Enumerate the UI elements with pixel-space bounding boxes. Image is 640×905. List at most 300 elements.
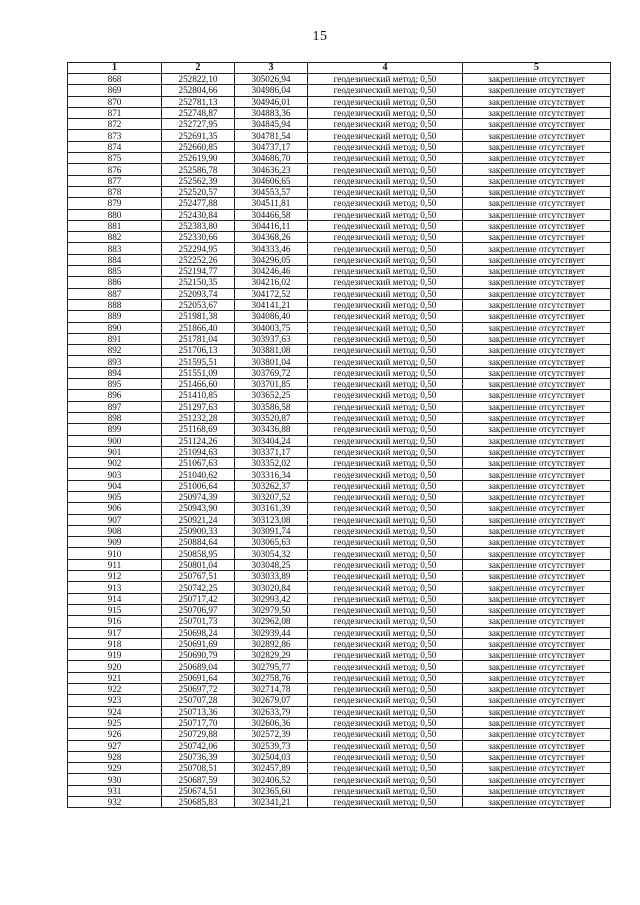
point-number: 929 <box>68 763 162 774</box>
point-number: 914 <box>68 593 162 604</box>
method-accuracy: геодезический метод; 0,50 <box>308 480 463 491</box>
method-accuracy: геодезический метод; 0,50 <box>308 435 463 446</box>
y-coordinate: 304216,02 <box>235 277 308 288</box>
table-header-row <box>68 63 611 74</box>
x-coordinate: 252822,10 <box>162 74 235 85</box>
method-accuracy: геодезический метод; 0,50 <box>308 345 463 356</box>
y-coordinate: 304003,75 <box>235 322 308 333</box>
point-number: 901 <box>68 446 162 457</box>
y-coordinate: 303769,72 <box>235 367 308 378</box>
table-row <box>68 537 611 548</box>
x-coordinate: 250742,25 <box>162 582 235 593</box>
y-coordinate: 303048,25 <box>235 559 308 570</box>
x-coordinate: 251866,40 <box>162 322 235 333</box>
method-accuracy: геодезический метод; 0,50 <box>308 243 463 254</box>
y-coordinate: 304781,54 <box>235 130 308 141</box>
x-coordinate: 250691,64 <box>162 672 235 683</box>
point-number: 875 <box>68 153 162 164</box>
point-number: 878 <box>68 186 162 197</box>
x-coordinate: 250729,88 <box>162 729 235 740</box>
point-number: 921 <box>68 672 162 683</box>
x-coordinate: 250687,59 <box>162 774 235 785</box>
table-row <box>68 119 611 130</box>
method-accuracy: геодезический метод; 0,50 <box>308 797 463 808</box>
point-number: 931 <box>68 785 162 796</box>
y-coordinate: 303701,85 <box>235 379 308 390</box>
x-coordinate: 250708,51 <box>162 763 235 774</box>
method-accuracy: геодезический метод; 0,50 <box>308 85 463 96</box>
table-row <box>68 141 611 152</box>
table-row <box>68 763 611 774</box>
x-coordinate: 250974,39 <box>162 491 235 502</box>
method-accuracy: геодезический метод; 0,50 <box>308 119 463 130</box>
y-coordinate: 304333,46 <box>235 243 308 254</box>
point-number: 883 <box>68 243 162 254</box>
point-number: 888 <box>68 299 162 310</box>
x-coordinate: 252727,95 <box>162 119 235 130</box>
table-row <box>68 390 611 401</box>
x-coordinate: 252562,39 <box>162 175 235 186</box>
point-number: 868 <box>68 74 162 85</box>
point-number: 905 <box>68 491 162 502</box>
x-coordinate: 251706,13 <box>162 345 235 356</box>
x-coordinate: 250717,70 <box>162 717 235 728</box>
point-number: 885 <box>68 266 162 277</box>
x-coordinate: 252477,88 <box>162 198 235 209</box>
fixation-description: закрепление отсутствует <box>463 672 611 683</box>
method-accuracy: геодезический метод; 0,50 <box>308 763 463 774</box>
y-coordinate: 304368,26 <box>235 232 308 243</box>
fixation-description: закрепление отсутствует <box>463 220 611 231</box>
method-accuracy: геодезический метод; 0,50 <box>308 729 463 740</box>
x-coordinate: 251551,09 <box>162 367 235 378</box>
fixation-description: закрепление отсутствует <box>463 367 611 378</box>
fixation-description: закрепление отсутствует <box>463 740 611 751</box>
x-coordinate: 250858,95 <box>162 548 235 559</box>
point-number: 927 <box>68 740 162 751</box>
method-accuracy: геодезический метод; 0,50 <box>308 785 463 796</box>
method-accuracy: геодезический метод; 0,50 <box>308 74 463 85</box>
point-number: 912 <box>68 571 162 582</box>
y-coordinate: 303020,84 <box>235 582 308 593</box>
y-coordinate: 302341,21 <box>235 797 308 808</box>
y-coordinate: 303937,63 <box>235 333 308 344</box>
fixation-description: закрепление отсутствует <box>463 435 611 446</box>
point-number: 869 <box>68 85 162 96</box>
method-accuracy: геодезический метод; 0,50 <box>308 571 463 582</box>
method-accuracy: геодезический метод; 0,50 <box>308 751 463 762</box>
x-coordinate: 250698,24 <box>162 627 235 638</box>
table-row <box>68 695 611 706</box>
y-coordinate: 302406,52 <box>235 774 308 785</box>
table-row <box>68 107 611 118</box>
y-coordinate: 304737,17 <box>235 141 308 152</box>
point-number: 917 <box>68 627 162 638</box>
y-coordinate: 304416,11 <box>235 220 308 231</box>
x-coordinate: 252619,90 <box>162 153 235 164</box>
point-number: 892 <box>68 345 162 356</box>
fixation-description: закрепление отсутствует <box>463 559 611 570</box>
point-number: 926 <box>68 729 162 740</box>
coordinates-table <box>67 62 611 808</box>
x-coordinate: 252330,66 <box>162 232 235 243</box>
y-coordinate: 302633,79 <box>235 706 308 717</box>
y-coordinate: 304086,40 <box>235 311 308 322</box>
column-header-5: 5 <box>463 63 611 74</box>
x-coordinate: 251781,04 <box>162 333 235 344</box>
x-coordinate: 251466,60 <box>162 379 235 390</box>
table-row <box>68 232 611 243</box>
y-coordinate: 303054,32 <box>235 548 308 559</box>
fixation-description: закрепление отсутствует <box>463 661 611 672</box>
table-row <box>68 559 611 570</box>
y-coordinate: 303065,63 <box>235 537 308 548</box>
x-coordinate: 252748,87 <box>162 107 235 118</box>
fixation-description: закрепление отсутствует <box>463 763 611 774</box>
table-row <box>68 638 611 649</box>
x-coordinate: 250706,97 <box>162 604 235 615</box>
table-row <box>68 469 611 480</box>
y-coordinate: 302939,44 <box>235 627 308 638</box>
table-row <box>68 582 611 593</box>
table-row <box>68 774 611 785</box>
method-accuracy: геодезический метод; 0,50 <box>308 740 463 751</box>
point-number: 913 <box>68 582 162 593</box>
fixation-description: закрепление отсутствует <box>463 141 611 152</box>
point-number: 920 <box>68 661 162 672</box>
y-coordinate: 303801,04 <box>235 356 308 367</box>
method-accuracy: геодезический метод; 0,50 <box>308 616 463 627</box>
point-number: 925 <box>68 717 162 728</box>
fixation-description: закрепление отсутствует <box>463 277 611 288</box>
point-number: 874 <box>68 141 162 152</box>
method-accuracy: геодезический метод; 0,50 <box>308 153 463 164</box>
method-accuracy: геодезический метод; 0,50 <box>308 774 463 785</box>
fixation-description: закрепление отсутствует <box>463 356 611 367</box>
point-number: 909 <box>68 537 162 548</box>
point-number: 882 <box>68 232 162 243</box>
fixation-description: закрепление отсутствует <box>463 616 611 627</box>
fixation-description: закрепление отсутствует <box>463 401 611 412</box>
y-coordinate: 302993,42 <box>235 593 308 604</box>
point-number: 928 <box>68 751 162 762</box>
table-row <box>68 672 611 683</box>
x-coordinate: 251232,28 <box>162 412 235 423</box>
method-accuracy: геодезический метод; 0,50 <box>308 107 463 118</box>
point-number: 890 <box>68 322 162 333</box>
y-coordinate: 303316,34 <box>235 469 308 480</box>
table-row <box>68 717 611 728</box>
point-number: 889 <box>68 311 162 322</box>
point-number: 919 <box>68 650 162 661</box>
method-accuracy: геодезический метод; 0,50 <box>308 401 463 412</box>
x-coordinate: 250691,69 <box>162 638 235 649</box>
method-accuracy: геодезический метод; 0,50 <box>308 582 463 593</box>
x-coordinate: 252660,85 <box>162 141 235 152</box>
fixation-description: закрепление отсутствует <box>463 638 611 649</box>
point-number: 895 <box>68 379 162 390</box>
table-row <box>68 198 611 209</box>
table-row <box>68 254 611 265</box>
fixation-description: закрепление отсутствует <box>463 209 611 220</box>
x-coordinate: 250717,42 <box>162 593 235 604</box>
y-coordinate: 302829,29 <box>235 650 308 661</box>
fixation-description: закрепление отсутствует <box>463 299 611 310</box>
method-accuracy: геодезический метод; 0,50 <box>308 548 463 559</box>
x-coordinate: 251981,38 <box>162 311 235 322</box>
y-coordinate: 303352,02 <box>235 458 308 469</box>
point-number: 907 <box>68 514 162 525</box>
table-row <box>68 435 611 446</box>
x-coordinate: 250685,83 <box>162 797 235 808</box>
fixation-description: закрепление отсутствует <box>463 593 611 604</box>
table-row <box>68 367 611 378</box>
table-row <box>68 491 611 502</box>
fixation-description: закрепление отсутствует <box>463 198 611 209</box>
y-coordinate: 303520,87 <box>235 412 308 423</box>
fixation-description: закрепление отсутствует <box>463 571 611 582</box>
fixation-description: закрепление отсутствует <box>463 480 611 491</box>
fixation-description: закрепление отсутствует <box>463 85 611 96</box>
fixation-description: закрепление отсутствует <box>463 119 611 130</box>
x-coordinate: 250742,06 <box>162 740 235 751</box>
table-row <box>68 525 611 536</box>
y-coordinate: 302979,50 <box>235 604 308 615</box>
fixation-description: закрепление отсутствует <box>463 153 611 164</box>
table-row <box>68 209 611 220</box>
x-coordinate: 252252,26 <box>162 254 235 265</box>
point-number: 916 <box>68 616 162 627</box>
x-coordinate: 251006,64 <box>162 480 235 491</box>
x-coordinate: 251595,51 <box>162 356 235 367</box>
table-row <box>68 401 611 412</box>
point-number: 896 <box>68 390 162 401</box>
point-number: 932 <box>68 797 162 808</box>
fixation-description: закрепление отсутствует <box>463 469 611 480</box>
point-number: 903 <box>68 469 162 480</box>
fixation-description: закрепление отсутствует <box>463 604 611 615</box>
y-coordinate: 303436,88 <box>235 424 308 435</box>
table-row <box>68 480 611 491</box>
table-row <box>68 797 611 808</box>
y-coordinate: 304511,81 <box>235 198 308 209</box>
y-coordinate: 303161,39 <box>235 503 308 514</box>
y-coordinate: 304845,94 <box>235 119 308 130</box>
table-row <box>68 729 611 740</box>
y-coordinate: 302758,76 <box>235 672 308 683</box>
table-row <box>68 175 611 186</box>
method-accuracy: геодезический метод; 0,50 <box>308 333 463 344</box>
x-coordinate: 251067,63 <box>162 458 235 469</box>
point-number: 911 <box>68 559 162 570</box>
fixation-description: закрепление отсутствует <box>463 186 611 197</box>
point-number: 876 <box>68 164 162 175</box>
method-accuracy: геодезический метод; 0,50 <box>308 446 463 457</box>
table-row <box>68 706 611 717</box>
y-coordinate: 303123,08 <box>235 514 308 525</box>
fixation-description: закрепление отсутствует <box>463 232 611 243</box>
method-accuracy: геодезический метод; 0,50 <box>308 503 463 514</box>
table-row <box>68 751 611 762</box>
y-coordinate: 303881,08 <box>235 345 308 356</box>
fixation-description: закрепление отсутствует <box>463 254 611 265</box>
x-coordinate: 250697,72 <box>162 684 235 695</box>
column-header-3: 3 <box>235 63 308 74</box>
y-coordinate: 302457,89 <box>235 763 308 774</box>
x-coordinate: 252383,80 <box>162 220 235 231</box>
method-accuracy: геодезический метод; 0,50 <box>308 220 463 231</box>
point-number: 893 <box>68 356 162 367</box>
fixation-description: закрепление отсутствует <box>463 311 611 322</box>
fixation-description: закрепление отсутствует <box>463 491 611 502</box>
point-number: 873 <box>68 130 162 141</box>
method-accuracy: геодезический метод; 0,50 <box>308 491 463 502</box>
fixation-description: закрепление отсутствует <box>463 729 611 740</box>
fixation-description: закрепление отсутствует <box>463 446 611 457</box>
point-number: 908 <box>68 525 162 536</box>
method-accuracy: геодезический метод; 0,50 <box>308 96 463 107</box>
point-number: 910 <box>68 548 162 559</box>
table-row <box>68 424 611 435</box>
point-number: 894 <box>68 367 162 378</box>
x-coordinate: 250713,36 <box>162 706 235 717</box>
fixation-description: закрепление отсутствует <box>463 130 611 141</box>
fixation-description: закрепление отсутствует <box>463 243 611 254</box>
x-coordinate: 252691,35 <box>162 130 235 141</box>
method-accuracy: геодезический метод; 0,50 <box>308 458 463 469</box>
method-accuracy: геодезический метод; 0,50 <box>308 164 463 175</box>
x-coordinate: 251124,26 <box>162 435 235 446</box>
fixation-description: закрепление отсутствует <box>463 774 611 785</box>
y-coordinate: 304986,04 <box>235 85 308 96</box>
method-accuracy: геодезический метод; 0,50 <box>308 650 463 661</box>
table-row <box>68 650 611 661</box>
table-row <box>68 288 611 299</box>
y-coordinate: 305026,94 <box>235 74 308 85</box>
table-row <box>68 412 611 423</box>
method-accuracy: геодезический метод; 0,50 <box>308 559 463 570</box>
point-number: 887 <box>68 288 162 299</box>
x-coordinate: 252093,74 <box>162 288 235 299</box>
x-coordinate: 250701,73 <box>162 616 235 627</box>
point-number: 877 <box>68 175 162 186</box>
method-accuracy: геодезический метод; 0,50 <box>308 695 463 706</box>
table-row <box>68 684 611 695</box>
method-accuracy: геодезический метод; 0,50 <box>308 514 463 525</box>
method-accuracy: геодезический метод; 0,50 <box>308 277 463 288</box>
table-row <box>68 661 611 672</box>
method-accuracy: геодезический метод; 0,50 <box>308 604 463 615</box>
x-coordinate: 250801,04 <box>162 559 235 570</box>
y-coordinate: 304883,36 <box>235 107 308 118</box>
y-coordinate: 303207,52 <box>235 491 308 502</box>
x-coordinate: 251410,85 <box>162 390 235 401</box>
column-header-1: 1 <box>68 63 162 74</box>
fixation-description: закрепление отсутствует <box>463 514 611 525</box>
method-accuracy: геодезический метод; 0,50 <box>308 209 463 220</box>
table-row <box>68 458 611 469</box>
table-row <box>68 571 611 582</box>
x-coordinate: 252430,84 <box>162 209 235 220</box>
method-accuracy: геодезический метод; 0,50 <box>308 412 463 423</box>
fixation-description: закрепление отсутствует <box>463 333 611 344</box>
table-row <box>68 186 611 197</box>
y-coordinate: 302679,07 <box>235 695 308 706</box>
y-coordinate: 302962,08 <box>235 616 308 627</box>
method-accuracy: геодезический метод; 0,50 <box>308 469 463 480</box>
y-coordinate: 303091,74 <box>235 525 308 536</box>
y-coordinate: 304246,46 <box>235 266 308 277</box>
y-coordinate: 302504,03 <box>235 751 308 762</box>
x-coordinate: 252053,67 <box>162 299 235 310</box>
method-accuracy: геодезический метод; 0,50 <box>308 356 463 367</box>
table-row <box>68 446 611 457</box>
y-coordinate: 304636,23 <box>235 164 308 175</box>
fixation-description: закрепление отсутствует <box>463 96 611 107</box>
table-row <box>68 311 611 322</box>
table-row <box>68 548 611 559</box>
table-row <box>68 514 611 525</box>
fixation-description: закрепление отсутствует <box>463 650 611 661</box>
fixation-description: закрепление отсутствует <box>463 74 611 85</box>
fixation-description: закрепление отсутствует <box>463 390 611 401</box>
method-accuracy: геодезический метод; 0,50 <box>308 390 463 401</box>
y-coordinate: 304466,58 <box>235 209 308 220</box>
method-accuracy: геодезический метод; 0,50 <box>308 141 463 152</box>
method-accuracy: геодезический метод; 0,50 <box>308 232 463 243</box>
fixation-description: закрепление отсутствует <box>463 695 611 706</box>
y-coordinate: 302539,73 <box>235 740 308 751</box>
x-coordinate: 250689,04 <box>162 661 235 672</box>
table-row <box>68 85 611 96</box>
x-coordinate: 251168,69 <box>162 424 235 435</box>
point-number: 881 <box>68 220 162 231</box>
table-row <box>68 604 611 615</box>
method-accuracy: геодезический метод; 0,50 <box>308 537 463 548</box>
method-accuracy: геодезический метод; 0,50 <box>308 672 463 683</box>
method-accuracy: геодезический метод; 0,50 <box>308 288 463 299</box>
table-row <box>68 130 611 141</box>
fixation-description: закрепление отсутствует <box>463 525 611 536</box>
method-accuracy: геодезический метод; 0,50 <box>308 638 463 649</box>
method-accuracy: геодезический метод; 0,50 <box>308 299 463 310</box>
x-coordinate: 252586,78 <box>162 164 235 175</box>
point-number: 904 <box>68 480 162 491</box>
table-row <box>68 356 611 367</box>
x-coordinate: 250736,39 <box>162 751 235 762</box>
method-accuracy: геодезический метод; 0,50 <box>308 130 463 141</box>
fixation-description: закрепление отсутствует <box>463 266 611 277</box>
y-coordinate: 304946,01 <box>235 96 308 107</box>
method-accuracy: геодезический метод; 0,50 <box>308 593 463 604</box>
y-coordinate: 303404,24 <box>235 435 308 446</box>
point-number: 924 <box>68 706 162 717</box>
x-coordinate: 252194,77 <box>162 266 235 277</box>
fixation-description: закрепление отсутствует <box>463 107 611 118</box>
x-coordinate: 252781,13 <box>162 96 235 107</box>
fixation-description: закрепление отсутствует <box>463 797 611 808</box>
point-number: 906 <box>68 503 162 514</box>
fixation-description: закрепление отсутствует <box>463 548 611 559</box>
method-accuracy: геодезический метод; 0,50 <box>308 367 463 378</box>
fixation-description: закрепление отсутствует <box>463 458 611 469</box>
x-coordinate: 252520,57 <box>162 186 235 197</box>
y-coordinate: 303371,17 <box>235 446 308 457</box>
point-number: 870 <box>68 96 162 107</box>
method-accuracy: геодезический метод; 0,50 <box>308 266 463 277</box>
y-coordinate: 304141,21 <box>235 299 308 310</box>
x-coordinate: 250690,79 <box>162 650 235 661</box>
